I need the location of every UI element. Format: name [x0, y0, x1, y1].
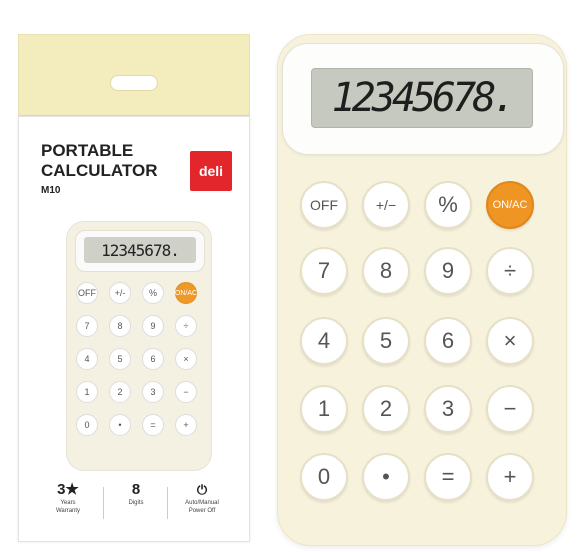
model-number: M10 — [41, 185, 61, 196]
mini-key: % — [142, 282, 164, 304]
calculator — [277, 34, 567, 546]
warranty-feature — [35, 481, 101, 515]
equals-key[interactable]: = — [424, 453, 472, 501]
percent-key[interactable]: % — [424, 181, 472, 229]
package-calculator-image — [66, 221, 212, 471]
title-line-1: PORTABLE — [41, 141, 134, 160]
display-frame — [282, 43, 564, 155]
key-7[interactable]: 7 — [300, 247, 348, 295]
digits-value: 8 — [131, 481, 141, 498]
package-title — [41, 141, 157, 181]
power-feature — [169, 481, 235, 515]
decimal-key[interactable]: • — [362, 453, 410, 501]
mini-key: OFF — [76, 282, 98, 304]
mini-display: 12345678. — [84, 237, 196, 263]
mini-key: 2 — [109, 381, 131, 403]
on-ac-key[interactable]: ON/AC — [486, 181, 534, 229]
mini-key: + — [175, 414, 197, 436]
digits-feature — [103, 481, 169, 507]
mini-key: = — [142, 414, 164, 436]
hanger-hole — [110, 75, 158, 91]
mini-key: 9 — [142, 315, 164, 337]
mini-key: 5 — [109, 348, 131, 370]
calculator-package — [18, 34, 250, 542]
mini-key: 6 — [142, 348, 164, 370]
sign-toggle-key[interactable]: +/− — [362, 181, 410, 229]
subtract-key[interactable]: − — [486, 385, 534, 433]
mini-key: 8 — [109, 315, 131, 337]
mini-display-frame — [75, 230, 205, 272]
package-front — [18, 116, 250, 542]
mini-key: 4 — [76, 348, 98, 370]
key-4[interactable]: 4 — [300, 317, 348, 365]
key-6[interactable]: 6 — [424, 317, 472, 365]
mini-key: 1 — [76, 381, 98, 403]
key-3[interactable]: 3 — [424, 385, 472, 433]
digits-label: Digits — [128, 500, 144, 506]
mini-key: • — [109, 414, 131, 436]
key-1[interactable]: 1 — [300, 385, 348, 433]
mini-key: × — [175, 348, 197, 370]
package-hanger-tab — [18, 34, 250, 116]
mini-key: − — [175, 381, 197, 403]
warranty-value: 3★ — [57, 481, 79, 498]
brand-logo: deli — [190, 151, 232, 191]
mini-key: 0 — [76, 414, 98, 436]
key-2[interactable]: 2 — [362, 385, 410, 433]
mini-key: +/- — [109, 282, 131, 304]
key-5[interactable]: 5 — [362, 317, 410, 365]
display: 12345678. — [311, 68, 533, 128]
mini-key: 3 — [142, 381, 164, 403]
title-line-2: CALCULATOR — [41, 161, 158, 180]
add-key[interactable]: + — [486, 453, 534, 501]
mini-key: 7 — [76, 315, 98, 337]
key-8[interactable]: 8 — [362, 247, 410, 295]
multiply-key[interactable]: × — [486, 317, 534, 365]
key-0[interactable]: 0 — [300, 453, 348, 501]
mini-key: ON/AC — [175, 282, 197, 304]
warranty-label: Years Warranty — [55, 500, 81, 514]
key-9[interactable]: 9 — [424, 247, 472, 295]
package-features — [19, 481, 251, 543]
mini-key: ÷ — [175, 315, 197, 337]
divider — [167, 487, 168, 519]
power-label: Auto/Manual Power Off — [185, 500, 219, 514]
divide-key[interactable]: ÷ — [486, 247, 534, 295]
off-key[interactable]: OFF — [300, 181, 348, 229]
power-icon: ⏻ — [196, 482, 208, 497]
